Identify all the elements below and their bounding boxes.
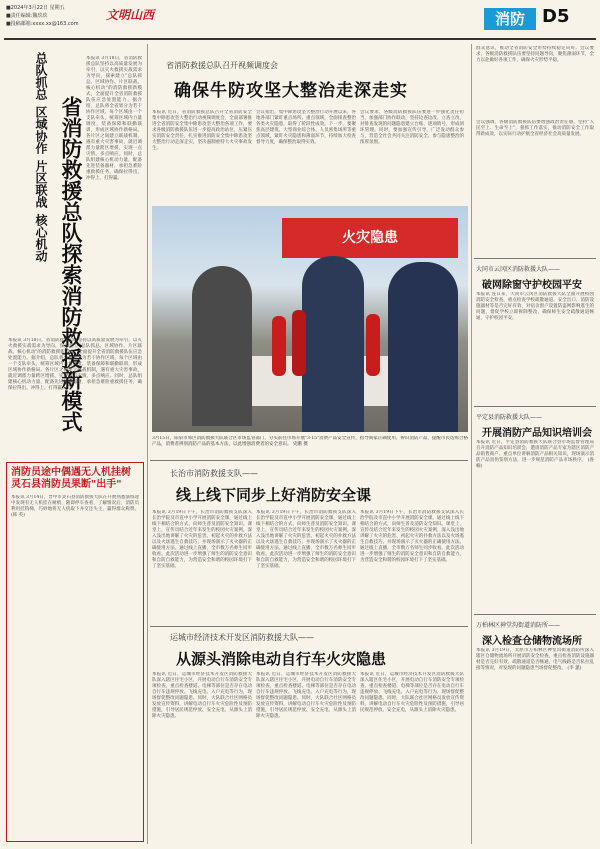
right-top-body-b: 会议强调，各级消防救援队伍要增强政治责任感，坚持"人民至上、生命至上"，狠抓工作落实，推动消防安全工作取得新成效，以实际行动护航全省经济社会高质量发展。	[476, 120, 594, 137]
section-rule	[150, 626, 468, 627]
pingding-kicker: 平定县消防救援大队——	[476, 414, 543, 421]
school-body-col1: 本报讯 3月19日下午，长治市消防救援支队深入长治学院及市直中小学开展消防安全课，通过线上线下相结合的方式，向师生普及消防安全知识。课堂上，宣传员结合近年来发生的校园火灾案例，深入浅出地讲解了火灾的危害、初起火灾的扑救方法以及火场逃生自救技巧，并现场演示了灭火器的正确使用方法。通过线上直播，全市数万名师生同步收看。此次活动进一步增强了师生的消防安全意识和自防自救能力，为营造安全和谐的校园环境打下了坚实基础。	[152, 510, 252, 569]
column-divider	[147, 44, 148, 844]
wanbai-kicker: 万柏林区神堂沟街道消防所——	[476, 622, 561, 629]
person-center	[302, 256, 364, 432]
sidebar-kicker	[34, 52, 54, 264]
school-headline: 线上线下同步上好消防安全课	[176, 486, 372, 504]
wanbai-body: 本报讯 3月19日，太原市万柏林区神堂沟街道消防所深入辖区仓储物流场所开展消防安全检查，重点检查消防设施器材是否完好有效，疏散通道是否畅通，电气线路是否私拉乱接等情况，对发现的问题隐患当场督促整改。 (李 蕙)	[476, 648, 594, 671]
feature-headline: 确保牛防攻坚大整治走深走实	[174, 81, 408, 101]
masthead-rule	[4, 38, 596, 40]
section-rule	[150, 460, 468, 461]
page-number: D5	[542, 6, 570, 27]
section-tag: 消防	[484, 8, 536, 30]
section-rule	[474, 614, 596, 615]
pingding-headline: 开展消防产品知识培训会	[482, 428, 592, 439]
kicker-line: 核心机动	[34, 214, 48, 262]
person-left	[192, 266, 252, 426]
fire-extinguisher	[366, 314, 380, 376]
ebike-kicker: 运城市经济技术开发区消防救援大队——	[170, 633, 314, 642]
news-photo	[152, 206, 468, 432]
photo-caption: 3月15日，阳泉市郊区消防救援大队联合区市场监管部门，分头前往市场开展"3·15"消费产品安全宣传，指导商家正确使用、辨识消防产品，提醒市民选购合格产品，消费者辨别消防产品的基本方法，以此增强消费者的安全意识。 史鹏 摄	[152, 436, 468, 447]
ebike-body-col2: 本报讯 近日，运城市经济技术开发区消防救援大队深入辖区住宅小区，开展电动自行车消防安全专项检查，重点检查楼道、电梯等部位是否存在电动自行车违规停放、飞线充电、入户充电等行为，现场督促整改问题隐患。同时，大队联合社区网格员发放宣传资料，讲解电动自行车火灾危险性及预防措施，引导居民规范停放、安全充电，从源头上消除火灾隐患。	[256, 672, 356, 719]
boxed-body: 本报讯 3月14日，晋中市灵石县消防救援大队在开展熟悉演练途中发现有无人机挂在树梢，随即停车查看，了解情况后，消防员利用挂钩梯，巧妙地将无人机取下并交还失主，赢得群众称赞。 (韩 英)	[11, 495, 139, 518]
boxed-article	[6, 462, 144, 842]
ebike-headline: 从源头消除电动自行车火灾隐患	[176, 650, 387, 668]
person-right	[388, 262, 458, 432]
school-kicker: 长治市消防救援支队——	[170, 469, 258, 478]
datong-headline: 破网除窗守护校园平安	[482, 280, 582, 291]
feature-body-col3: 会议要求，各级消防救援队伍要进一步强化责任担当，加强部门协作联动，坚持边查边改、立查立改，对排查发现的问题隐患建立台账、逐项销号，形成闭环管理。同时，要加强宣传引导，广泛发动群众参与，营造全社会共同关注消防安全、参与隐患整治的浓厚氛围。	[360, 110, 464, 145]
section-rule	[474, 406, 596, 407]
feature-body-col2: 会议指出，集中除患攻坚大整治行动开展以来，各地各部门紧盯重点场所、重点领域，全面排查整治各类火灾隐患，取得了阶段性成效。下一步，要聚焦高层建筑、大型商业综合体、人员密集场所等重点领域，紧盯火灾隐患和薄弱环节，持续加大检查督导力度，确保整治取得实效。	[256, 110, 356, 145]
sidebar-headline: 省消防救援总队探索消防救援新模式	[59, 96, 83, 432]
right-top-body-a: 群众意识，推动全省消防安全形势持续稳定向好。会议要求，各级消防救援队伍要坚持问题导向，聚焦薄弱环节，全力以赴做好各项工作，确保火灾形势平稳。	[476, 46, 594, 63]
feature-body-col1: 本报讯 近日，省消防救援总队召开全省消防安全集中除患攻坚大整治行动视频调度会，全面部署推进全省消防安全集中除患攻坚大整治各项工作，要求各级消防救援队伍进一步提高政治站位，压紧压实消防安全责任，扎实推进消防安全集中除患攻坚大整治行动走深走实，坚决遏制重特大火灾事故发生。	[152, 110, 252, 151]
ebike-body-col1: 本报讯 近日，运城市经济技术开发区消防救援大队深入辖区住宅小区，开展电动自行车消防安全专项检查，重点检查楼道、电梯等部位是否存在电动自行车违规停放、飞线充电、入户充电等行为，现场督促整改问题隐患。同时，大队联合社区网格员发放宣传资料，讲解电动自行车火灾危险性及预防措施，引导居民规范停放、安全充电，从源头上消除火灾隐患。	[152, 672, 252, 719]
datong-kicker: 大同市云冈区消防救援大队——	[476, 266, 561, 273]
column-divider	[471, 44, 472, 844]
wanbai-headline: 深入检查仓储物流场所	[482, 636, 582, 647]
pingding-body: 本报讯 近日，平定县消防救援大队联合县市场监督管理局召开消防产品知识培训会，邀请消防产品专家为辖区消防产品销售商户、重点单位讲解消防产品相关知识，现场演示消防产品真伪鉴别方法，进一步规范消防产品市场秩序。 (鲁 楠)	[476, 440, 594, 469]
datong-body: 本报讯 连日来，大同市云冈区消防救援大队全面开展校园消防安全检查，重点检查学校疏散通道、安全出口、消防设施器材等是否完好有效，对宿舍窗户设置防盗网影响逃生的问题，督促学校立即拆除整改，确保师生安全疏散通道畅通，守护校园平安。	[476, 292, 594, 321]
section-rule	[474, 258, 596, 259]
fire-extinguisher	[272, 316, 286, 376]
storefront-sign: 火灾隐患	[282, 218, 458, 258]
school-body-col3: 本报讯 3月19日下午，长治市消防救援支队深入长治学院及市直中小学开展消防安全课，通过线上线下相结合的方式，向师生普及消防安全知识。课堂上，宣传员结合近年来发生的校园火灾案例，深入浅出地讲解了火灾的危害、初起火灾的扑救方法以及火场逃生自救技巧，并现场演示了灭火器的正确使用方法。通过线上直播，全市数万名师生同步收看。此次活动进一步增强了师生的消防安全意识和自防自救能力，为营造安全和谐的校园环境打下了坚实基础。	[360, 510, 464, 563]
masthead	[0, 0, 600, 42]
sidebar-body-continued: 本报讯 3月18日，省消防救援总队坚持以高质量发展为牵引，以灭火救援实战需求为导向，探索建立"总队抓总、区域协作、片区联战、核心机动"的消防救援新模式，全面提升全省消防救援队伍应急处置能力。据介绍，总队将全省划分为若干协作区域，每个区域由一个支队牵头，统筹区域内力量调度、装备保障和联勤联训，形成区域协作新格局。各片区之间建立联战机制，遇有重大灾害事故，就近调派力量跨区增援，实现一点灾情、多点响应。同时，总队组建核心机动力量，配备先进装备器材，承担急难险重救援任务，确保拉得出、冲得上、打得赢。	[8, 338, 142, 391]
fire-extinguisher	[292, 310, 306, 376]
kicker-line: 区域协作	[34, 106, 48, 154]
newspaper-logo: 文明山西	[106, 8, 155, 22]
kicker-line: 总队抓总	[34, 52, 48, 100]
boxed-headline: 消防员途中偶遇无人机挂树 灵石县消防员果断"出手"	[11, 467, 131, 490]
sidebar-body: 本报讯 3月18日，省消防救援总队坚持以高质量发展为牵引，以灭火救援实战需求为导向，探索建立"总队抓总、区域协作、片区联战、核心机动"的消防救援新模式，全面提升全省消防救援队伍应急处置能力。据介绍，总队将全省划分为若干协作区域，每个区域由一个支队牵头，统筹区域内力量调度、装备保障和联勤联训，形成区域协作新格局。各片区之间建立联战机制，遇有重大灾害事故，就近调派力量跨区增援，实现一点灾情、多点响应。同时，总队组建核心机动力量，配备先进装备器材，承担急难险重救援任务，确保拉得出、冲得上、打得赢。	[86, 56, 142, 181]
date-line: ■2024年3月22日 星期五	[6, 5, 65, 11]
feature-kicker: 省消防救援总队召开视频调度会	[166, 61, 278, 70]
editor-line: ■责任编辑:魏玖玖	[6, 13, 48, 19]
ebike-body-col3: 本报讯 近日，运城市经济技术开发区消防救援大队深入辖区住宅小区，开展电动自行车消防安全专项检查，重点检查楼道、电梯等部位是否存在电动自行车违规停放、飞线充电、入户充电等行为，现场督促整改问题隐患。同时，大队联合社区网格员发放宣传资料，讲解电动自行车火灾危险性及预防措施，引导居民规范停放、安全充电，从源头上消除火灾隐患。	[360, 672, 464, 713]
email-line: ■投稿邮箱:xxxx.xx@163.com	[6, 21, 79, 27]
school-body-col2: 本报讯 3月19日下午，长治市消防救援支队深入长治学院及市直中小学开展消防安全课，通过线上线下相结合的方式，向师生普及消防安全知识。课堂上，宣传员结合近年来发生的校园火灾案例，深入浅出地讲解了火灾的危害、初起火灾的扑救方法以及火场逃生自救技巧，并现场演示了灭火器的正确使用方法。通过线上直播，全市数万名师生同步收看。此次活动进一步增强了师生的消防安全意识和自防自救能力，为营造安全和谐的校园环境打下了坚实基础。	[256, 510, 356, 569]
kicker-line: 片区联战	[34, 160, 48, 208]
